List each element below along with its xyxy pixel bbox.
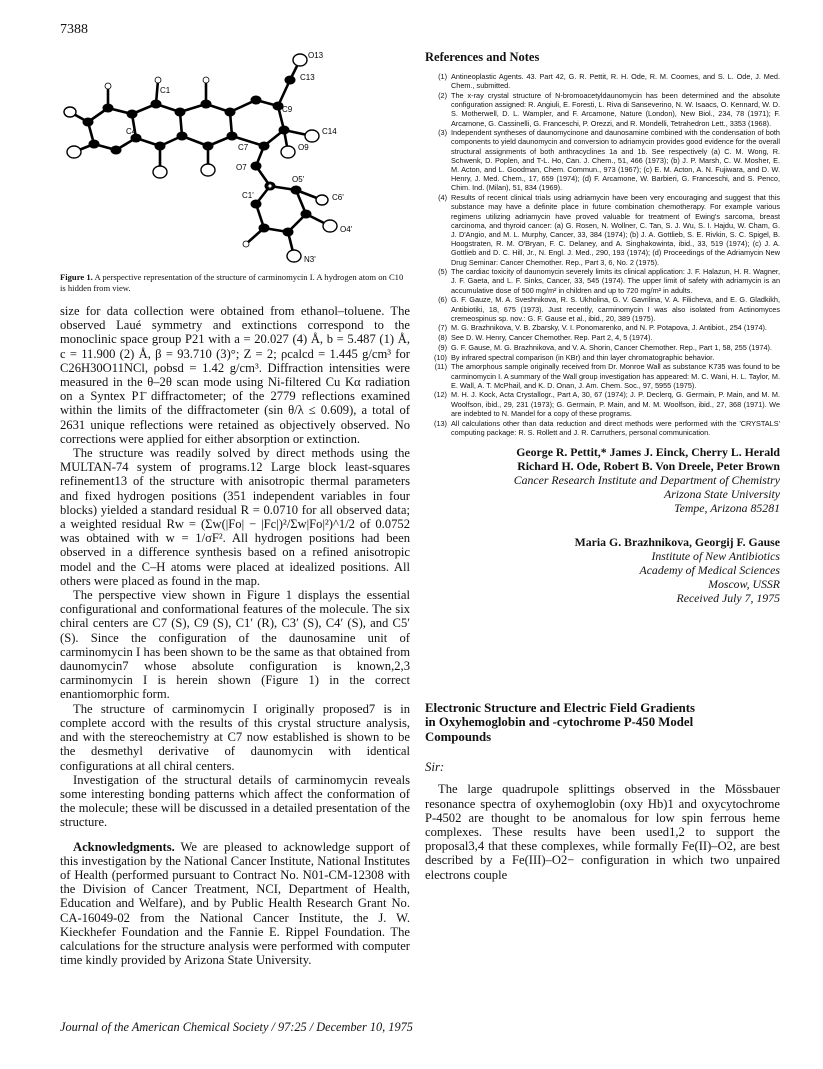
molecule-figure <box>60 50 410 270</box>
reference-number: (8) <box>438 333 447 343</box>
figure-caption-label: Figure 1. <box>60 272 93 282</box>
page-number: 7388 <box>60 22 88 37</box>
references-list <box>425 72 780 437</box>
atom-label: N3' <box>304 255 316 264</box>
reference-item <box>425 343 780 352</box>
reference-text: All calculations other than data reduction and direct methods were performed with the 'CRYSTALS' computing package: R. S. Rollett and J. R. Carruthers, personal communication. <box>451 418 780 437</box>
reference-text: The amorphous sample originally received from Dr. Monroe Wall as substance K735 was found to be carminomycin I. A summary of the Wall group investigation has appeared: M. C. Wani, H. L. Taylor, M. E. Wall, A. T. McPhail, and K. D. Onan, J. Am. Chem. Soc., 97, 5955 (1975). <box>451 362 780 390</box>
figure-caption-text: A perspective representation of the structure of carminomycin I. A hydrogen atom on C10 is hidden from view. <box>60 272 404 293</box>
institution-line: Moscow, USSR <box>708 576 780 591</box>
body-text <box>60 304 410 967</box>
atom-label: O9 <box>298 143 309 152</box>
reference-text: G. F. Gause, M. G. Brazhnikova, and V. A. Shorin, Cancer Chemother. Rep., Part 1, 58, 255 (1974). <box>451 342 772 352</box>
reference-item <box>425 267 780 295</box>
atom-label: C14 <box>322 127 337 136</box>
reference-item <box>425 333 780 342</box>
reference-number: (9) <box>438 342 447 352</box>
reference-text: The x-ray crystal structure of N-bromoacetyldaunomycin has been determined and the absolute configuration assigned: R. Angiuli, E. Foresti, L. Riva di Sanseverino, N. W. Isaacs, O. Kennard, W. D. S. Motherwell, D. L. Wampler, and F. Arcamone, Nature (London), New Biol., 234, 78 (1971); F. Arcamone, G. Cassinelli, G. Franceschi, P. Orezzi, and R. Mondelli, Tetrahedron Lett., 3353 (1968). <box>451 90 780 128</box>
reference-number: (2) <box>438 90 447 100</box>
reference-item <box>425 353 780 362</box>
acknowledgments-label: Acknowledgments. <box>73 839 175 854</box>
reference-item <box>425 419 780 437</box>
institution-line: Arizona State University <box>664 486 780 501</box>
reference-number: (1) <box>438 72 447 81</box>
title-line: Electronic Structure and Electric Field Gradients <box>425 700 695 715</box>
atom-label: C7 <box>238 143 249 152</box>
reference-text: Independent syntheses of daunomycinone and daunosamine combined with the condensation of both components to yield daunomycin and conversion to adriamycin provides good evidence for the overall structural assignments of both anthracyclines 1a and 1b. See respectively (a) C. M. Wong, R. Schwenk, D. Poplen, and T-L. Ho, Can. J. Chem., 51, 466 (1973); (b) J. P. Marsh, C. W. Mosher, E. M. Acton, and L. Goodman, Chem. Commun., 973 (1967); (c) E. M. Acton, A. N. Fujiwara, and D. W. Henry, J. Med. Chem., 17, 659 (1974); (d) F. Arcamone, W. Barbieri, G. Franceschi, and S. Penco, Chim. Ind. (Milan), 51, 834 (1969). <box>451 128 780 193</box>
reference-text: Antineoplastic Agents. 43. Part 42, G. R. Pettit, R. H. Ode, R. M. Coomes, and S. L. Ode, J. Med. Chem., submitted. <box>451 72 780 91</box>
right-column <box>425 50 780 882</box>
atom-label: C4 <box>126 127 137 136</box>
communication-body: The large quadrupole splittings observed in the Mössbauer resonance spectra of oxyhemoglobin (oxy Hb)1 and oxycytochrome P-4502 are thought to be anomalous for low spin ferrous heme complexes. These results have been used1,2 to support the proposal3,4 that these complexes, while formally Fe(II)–O2, are best described by a Fe(III)–O2− configuration in which two unpaired electrons couple <box>425 782 780 882</box>
paragraph: Investigation of the structural details of carminomycin reveals some interesting bonding patterns which affect the conformation of the molecule; these will be discussed in a detailed presentation of the structure. <box>60 772 410 830</box>
author-line: Richard H. Ode, Robert B. Von Dreele, Peter Brown <box>517 458 780 473</box>
atom-label: C9 <box>282 105 293 114</box>
salutation: Sir: <box>425 760 445 775</box>
reference-number: (7) <box>438 323 447 333</box>
author-line: George R. Pettit,* James J. Einck, Cherry L. Herald <box>516 444 780 459</box>
institution-line: Academy of Medical Sciences <box>639 562 780 577</box>
author-line: Maria G. Brazhnikova, Georgij F. Gause <box>574 534 780 549</box>
left-column <box>60 50 410 967</box>
reference-item <box>425 362 780 390</box>
reference-item <box>425 72 780 90</box>
paragraph: The structure of carminomycin I originally proposed7 is in complete accord with the results of this crystal structure analysis, and with the stereochemistry at C7 now established is shown to be the desmethyl derivative of daunomycin with identical configurations at all chiral centers. <box>60 701 410 773</box>
institution-line: Tempe, Arizona 85281 <box>674 500 780 515</box>
atom-label: O13 <box>308 51 324 60</box>
acknowledgments <box>60 840 410 968</box>
atom-label: C1' <box>242 191 254 200</box>
atom-label: C1 <box>160 86 171 95</box>
reference-number: (5) <box>438 267 447 277</box>
received-date: Received July 7, 1975 <box>676 590 780 605</box>
author-signature <box>425 445 780 515</box>
communication-title <box>425 701 780 745</box>
reference-number: (12) <box>434 390 447 400</box>
reference-text: M. G. Brazhnikova, V. B. Zbarsky, V. I. Ponomarenko, and N. P. Potapova, J. Antibiot., 254 (1974). <box>451 323 767 333</box>
reference-number: (10) <box>434 352 447 362</box>
atom-label: C13 <box>300 73 315 82</box>
reference-text: See D. W. Henry, Cancer Chemother. Rep. Part 2, 4, 5 (1974). <box>451 333 653 343</box>
references-heading: References and Notes <box>425 50 540 64</box>
author-signature <box>425 535 780 605</box>
reference-item <box>425 193 780 267</box>
reference-number: (3) <box>438 128 447 138</box>
atom-label: O5' <box>292 175 305 184</box>
reference-number: (11) <box>434 362 447 372</box>
figure-caption <box>60 272 410 294</box>
institution-line: Cancer Research Institute and Department of Chemistry <box>513 472 780 487</box>
atom-label: C6' <box>332 193 344 202</box>
reference-number: (13) <box>434 418 447 428</box>
reference-item <box>425 91 780 128</box>
reference-text: G. F. Gauze, M. A. Sveshnikova, R. S. Ukholina, G. V. Gavrilina, V. A. Filicheva, and E. G. Gladkikh, Antibiotiki, 18, 675 (1973). Just recently, carminomycin I was also isolated from Actinomyces cremeospinus sp. nov.: G. F. Gause et al., ibid., 20, 389 (1975). <box>451 295 780 323</box>
paragraph: The perspective view shown in Figure 1 displays the essential configurational and conformational features of the molecule. The six chiral centers are C7 (S), C9 (S), C1′ (R), C3′ (S), C4′ (S), and C5′ (S). Since the configuration of the daunosamine unit of carminomycin I has been shown to be the same as that obtained from daunomycin7 whose absolute configuration is known,2,3 carminomycin I is herein shown (Figure 1) in the correct enantiomorphic form. <box>60 588 410 702</box>
reference-item <box>425 295 780 323</box>
reference-number: (6) <box>438 295 447 305</box>
reference-number: (4) <box>438 193 447 203</box>
acknowledgments-text: We are pleased to acknowledge support of this investigation by the National Cancer Institute, National Institutes of Health (performed pursuant to Contract No. N01-CM-12308 with the Division of Cancer Treatment, NCI, Department of Health, Education and Welfare), and by Public Health Research Grant No. CA-16049-02 from the National Cancer Institute, the J. W. Kieckhefer Foundation and the Fannie E. Rippel Foundation. The calculations for the structure analysis were performed with computer time kindly provided by Arizona State University. <box>60 839 411 968</box>
reference-text: Results of recent clinical trials using adriamycin have been very encouraging and suggest that this substance may have a definite place in future combination chemotherapy. For example various regimens utilizing adriamycin have proved valuable for treatment of Ewing's sarcoma, breast carcinoma, and thyroid cancer: (a) G. Rosen, N. Wollner, C. Tan, S. J. Wu, S. I. Hajdu, W. Cham, G. J. D'Angio, and M. L. Murphy, Cancer, 33, 384 (1974); (b) J. A. Gottlieb, S. E. Rivkin, S. C. Spigel, B. Hoogstraten, R. M. O'Bryan, F. C. Delaney, and A. Singhakowinta, ibid., 33, 519 (1974); (c) J. A. Gottlieb and D. C. Hill, Jr., N. Engl. J. Med., 290, 193 (1974); (d) Proceedings of the Adriamycin New Drug Seminar: Cancer Chemother. Rep., Part 3, 6, No. 2 (1975). <box>451 193 780 267</box>
journal-footer: Journal of the American Chemical Society / 97:25 / December 10, 1975 <box>60 1020 413 1034</box>
reference-item <box>425 128 780 192</box>
reference-text: M. H. J. Kock, Acta Crystallogr., Part A, 30, 67 (1974); J. P. Declerq, G. Germain, P. Main, and M. M. Woolfson, ibid., 29, 231 (1973); G. Germain, P. Main, and M. M. Woolfson, ibid., 27, 368 (1971). We are indebted to N. Mandel for a copy of these programs. <box>451 390 780 418</box>
reference-text: The cardiac toxicity of daunomycin severely limits its clinical application: J. F. Halazun, H. R. Wagner, J. F. Gaeta, and L. F. Sinks, Cancer, 33, 545 (1974). The upper limit of safety with adriamycin is an accumulative dose of 500 mg/m² in children and up to 720 mg/m² in adults. <box>451 267 780 295</box>
institution-line: Institute of New Antibiotics <box>651 548 780 563</box>
reference-item <box>425 390 780 418</box>
paragraph: size for data collection were obtained from ethanol–toluene. The observed Laué symmetry and extinctions correspond to the monoclinic space group P21 with a = 20.027 (4) Å, b = 5.487 (1) Å, c = 11.900 (2) Å, β = 93.710 (3)°; Z = 2; ρcalcd = 1.445 g/cm³ for C26H30O11NCl, ρobsd = 1.42 g/cm³. Diffraction intensities were measured in the θ–2θ scan mode using Ni-filtered Cu Kα radiation on a Syntex P1̄ diffractometer; of the 2779 reflections examined within the limits of the diffractometer (sin θ/λ ≤ 0.609), a total of 2631 unique reflections were retained as objectively observed. No corrections were applied for either absorption or extinction. <box>60 304 410 446</box>
reference-item <box>425 323 780 332</box>
title-line: Compounds <box>425 729 492 744</box>
reference-text: By infrared spectral comparison (in KBr) and thin layer chromatographic behavior. <box>451 352 715 362</box>
atom-label: O7 <box>236 163 247 172</box>
title-line: in Oxyhemoglobin and -cytochrome P-450 Model <box>425 715 694 730</box>
paragraph: The structure was readily solved by direct methods using the MULTAN-74 system of programs.12 Large block least-squares refinement13 of the structure with anisotropic thermal parameters and fixed hydrogen positions (351 independent variables in four blocks) yielded a standard residual R = 0.0710 for all observed data; a weighted residual Rw = (Σw(|Fo| − |Fc|)²/Σw|Fo|²)^1/2 of 0.0752 was obtained with w = 1/σF². All hydrogen positions had been observed in a difference synthesis based on a refined anisotropic model and the C–H atoms were placed at idealized positions. All others were placed as found in the map. <box>60 446 410 588</box>
atom-label: O4' <box>340 225 353 234</box>
